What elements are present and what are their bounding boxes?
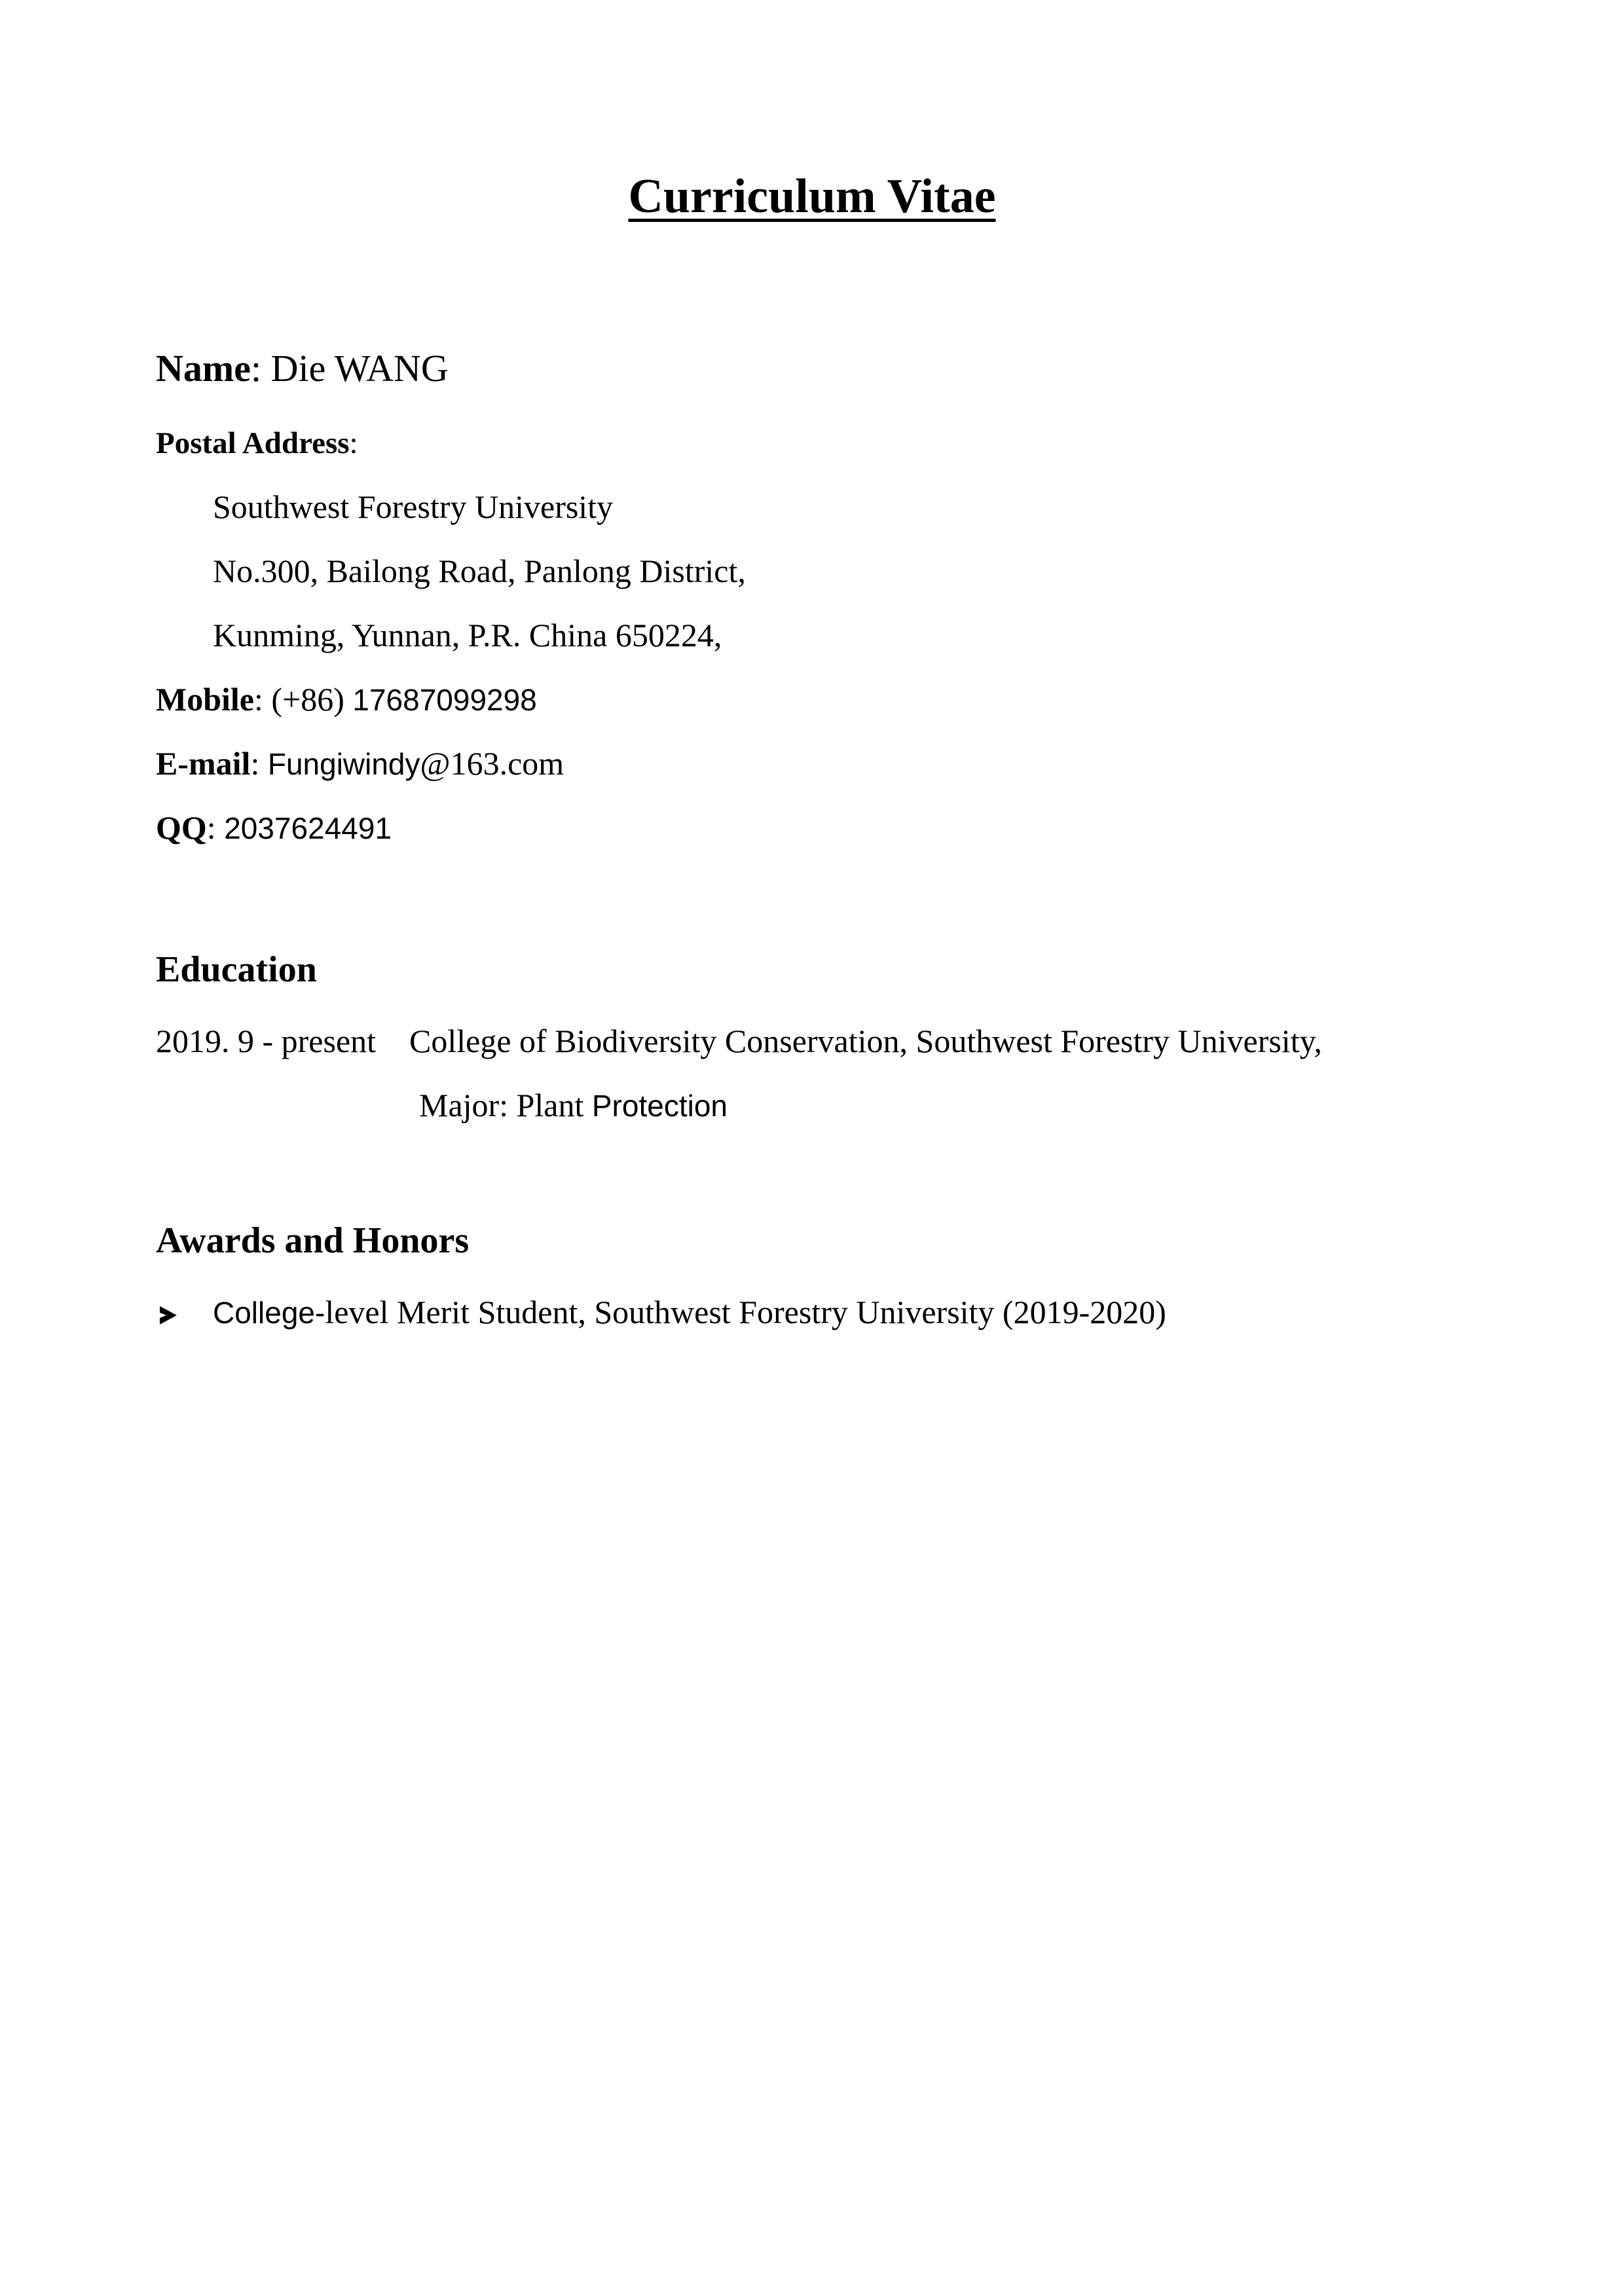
arrow-bullet-icon (160, 1306, 177, 1324)
qq-colon: : (206, 809, 225, 846)
name-line (156, 346, 449, 392)
address-line-3: Kunming, Yunnan, P.R. China 650224, (213, 617, 722, 653)
awards-item-rest: level Merit Student, Southwest Forestry University (2019-2020) (325, 1294, 1166, 1330)
awards-item-text (213, 1292, 1166, 1332)
education-heading: Education (156, 949, 317, 990)
email-user: Fungiwindy (267, 747, 420, 781)
mobile-line (156, 680, 537, 720)
email-colon: : (250, 745, 268, 782)
address-line-2: No.300, Bailong Road, Panlong District, (213, 553, 746, 589)
awards-list-item (160, 1292, 177, 1332)
education-institution: College of Biodiversity Conservation, Southwest Forestry University, (409, 1023, 1322, 1059)
awards-item-lead: College- (213, 1296, 325, 1330)
mobile-number: 17687099298 (352, 683, 537, 717)
postal-address-label: Postal Address (156, 426, 350, 460)
qq-number: 2037624491 (224, 811, 392, 845)
document-title: Curriculum Vitae (628, 170, 996, 223)
mobile-prefix: : (+86) (253, 681, 353, 718)
postal-address-colon: : (349, 426, 358, 460)
qq-line (156, 808, 392, 848)
email-line (156, 744, 564, 784)
mobile-label: Mobile (156, 681, 254, 718)
education-major-suffix: Protection (591, 1089, 728, 1123)
email-domain: @163.com (420, 745, 564, 782)
education-major-prefix: Major: Plant (419, 1087, 592, 1123)
email-label: E-mail (156, 745, 251, 782)
address-line-1: Southwest Forestry University (213, 488, 614, 525)
postal-address-line (156, 424, 358, 463)
qq-label: QQ (156, 809, 207, 846)
awards-heading: Awards and Honors (156, 1220, 470, 1261)
name-value: : Die WANG (250, 347, 449, 390)
education-period: 2019. 9 - present (156, 1023, 377, 1059)
education-major (419, 1085, 728, 1125)
name-label: Name (156, 347, 251, 390)
